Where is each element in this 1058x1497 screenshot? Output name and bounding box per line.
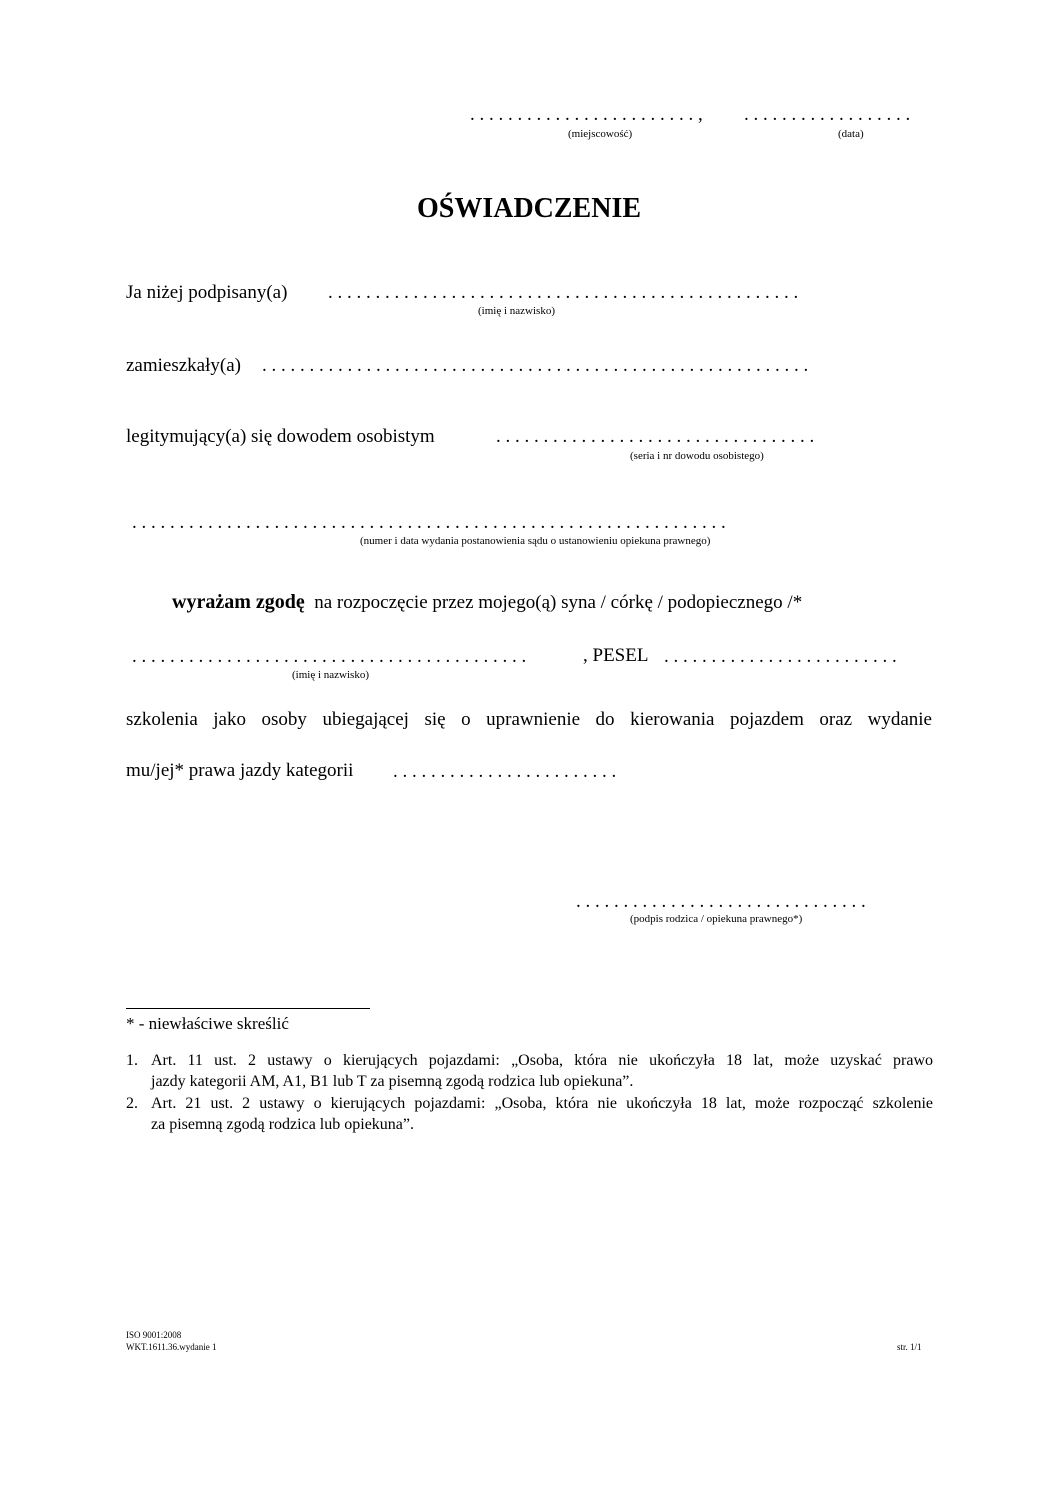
date-field[interactable]: . . . . . . . . . . . . . . . . . .	[744, 104, 911, 125]
id-caption: (seria i nr dowodu osobistego)	[630, 450, 764, 462]
name-field[interactable]: . . . . . . . . . . . . . . . . . . . . . . . . . . . . . . . . . . . . . . . . . . . . . . . . . .	[328, 282, 799, 303]
place-field[interactable]: . . . . . . . . . . . . . . . . . . . . . . . . ,	[470, 104, 703, 125]
signature-field[interactable]: . . . . . . . . . . . . . . . . . . . . . . . . . . . . . . .	[576, 891, 866, 912]
page-number: str. 1/1	[897, 1342, 922, 1352]
name-label: Ja niżej podpisany(a)	[126, 282, 288, 303]
category-label: mu/jej* prawa jazdy kategorii	[126, 760, 354, 781]
footnote-1-line-1: Art. 11 ust. 2 ustawy o kierujących pojazdami: „Osoba, która nie ukończyła 18 lat, może uzyskać prawo	[151, 1052, 933, 1069]
page-title: OŚWIADCZENIE	[416, 193, 642, 224]
signature-caption: (podpis rodzica / opiekuna prawnego*)	[630, 913, 803, 925]
footnote-star: * - niewłaściwe skreślić	[126, 1014, 289, 1033]
name-caption: (imię i nazwisko)	[478, 305, 555, 317]
pesel-field[interactable]: . . . . . . . . . . . . . . . . . . . . . . . . .	[664, 646, 897, 667]
document-code: WKT.1611.36.wydanie 1	[126, 1342, 217, 1352]
place-caption: (miejscowość)	[568, 128, 633, 140]
court-caption: (numer i data wydania postanowienia sądu o ustanowieniu opiekuna prawnego)	[360, 535, 711, 547]
iso-code: ISO 9001:2008	[126, 1330, 182, 1340]
footnote-1-num: 1.	[126, 1052, 138, 1069]
court-field[interactable]: . . . . . . . . . . . . . . . . . . . . . . . . . . . . . . . . . . . . . . . . . . . . . . . . . . . . . . . . . . . . . . .	[132, 512, 726, 533]
consent-bold: wyrażam zgodę	[172, 591, 305, 613]
consent-text: na rozpoczęcie przez mojego(ą) syna / córkę / podopiecznego /*	[314, 592, 803, 613]
address-label: zamieszkały(a)	[126, 355, 241, 376]
category-field[interactable]: . . . . . . . . . . . . . . . . . . . . . . . .	[393, 761, 617, 782]
child-caption: (imię i nazwisko)	[292, 669, 369, 681]
footnote-divider	[126, 1008, 370, 1009]
pesel-label: , PESEL	[583, 645, 649, 666]
footnote-1-line-2: jazdy kategorii AM, A1, B1 lub T za pisemną zgodą rodzica lub opiekuna”.	[151, 1073, 634, 1090]
body-line-1: szkolenia jako osoby ubiegającej się o uprawnienie do kierowania pojazdem oraz wydanie	[126, 709, 932, 730]
footnote-2-line-1: Art. 21 ust. 2 ustawy o kierujących pojazdami: „Osoba, która nie ukończyła 18 lat, może rozpocząć szkolenie	[151, 1095, 933, 1112]
footnote-2-line-2: za pisemną zgodą rodzica lub opiekuna”.	[151, 1116, 414, 1133]
address-field[interactable]: . . . . . . . . . . . . . . . . . . . . . . . . . . . . . . . . . . . . . . . . . . . . . . . . . . . . . . . . . .	[262, 355, 809, 376]
child-name-field[interactable]: . . . . . . . . . . . . . . . . . . . . . . . . . . . . . . . . . . . . . . . . . .	[132, 646, 527, 667]
id-field[interactable]: . . . . . . . . . . . . . . . . . . . . . . . . . . . . . . . . . .	[496, 426, 815, 447]
id-label: legitymujący(a) się dowodem osobistym	[126, 426, 435, 447]
date-caption: (data)	[838, 128, 864, 140]
footnote-2-num: 2.	[126, 1095, 138, 1112]
consent-line	[172, 591, 802, 614]
